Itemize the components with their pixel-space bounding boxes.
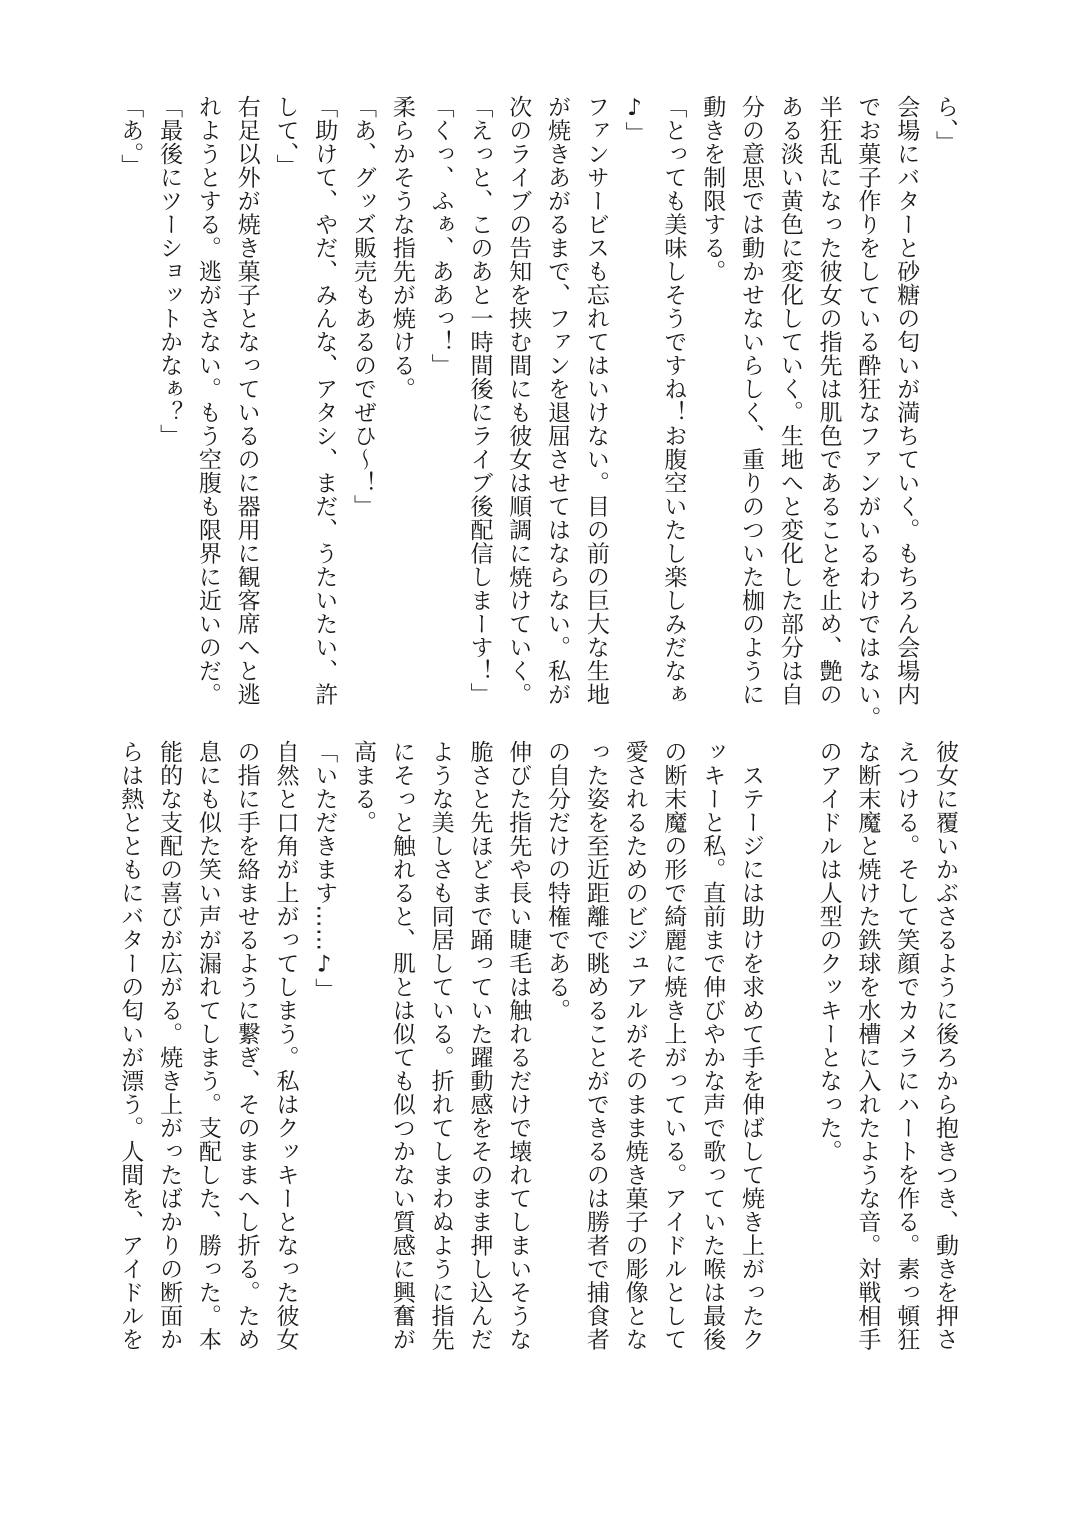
text-column: ッキーと私。直前まで伸びやかな声で歌っていた喉は最後 bbox=[699, 740, 726, 1351]
text-column: の自分だけの特権である。 bbox=[544, 740, 571, 1022]
text-column: 「くっ、ふぁ、ああっ！」 bbox=[427, 95, 454, 377]
text-column: らは熱とともにバターの匂いが漂う。人間を、アイドルを bbox=[117, 740, 144, 1351]
text-column: 「えっと、このあと一時間後にライブ後配信しまーす！」 bbox=[466, 95, 493, 706]
text-column: の断末魔の形で綺麗に焼き上がっている。アイドルとして bbox=[660, 740, 687, 1351]
text-column: 能的な支配の喜びが広がる。焼き上がったばかりの断面か bbox=[156, 740, 183, 1351]
text-column: 動きを制限する。 bbox=[699, 95, 726, 283]
text-column: った姿を至近距離で眺めることができるのは勝者で捕食者 bbox=[582, 740, 609, 1351]
text-column: 愛されるためのビジュアルがそのまま焼き菓子の彫像とな bbox=[621, 740, 648, 1351]
text-column: のアイドルは人型のクッキーとなった。 bbox=[815, 740, 842, 1163]
upper-text-section bbox=[110, 95, 964, 730]
text-column: して、」 bbox=[272, 95, 299, 178]
text-column: でお菓子作りをしている酔狂なファンがいるわけではない。 bbox=[854, 95, 881, 730]
text-column: ファンサービスも忘れてはいけない。目の前の巨大な生地 bbox=[582, 95, 609, 706]
text-column: ある淡い黄色に変化していく。生地へと変化した部分は自 bbox=[776, 95, 803, 706]
text-column: 次のライブの告知を挟む間にも彼女は順調に焼けていく。 bbox=[505, 95, 532, 706]
text-column bbox=[770, 740, 809, 1400]
text-column: 脆さと先ほどまで踊っていた躍動感をそのまま押し込んだ bbox=[466, 740, 493, 1351]
text-column: の指に手を絡ませるように繋ぎ、そのままへし折る。ため bbox=[233, 740, 260, 1351]
text-column: ステージには助けを求めて手を伸ばして焼き上がったク bbox=[738, 740, 765, 1351]
text-column: 柔らかそうな指先が焼ける。 bbox=[388, 95, 415, 401]
text-column: 右足以外が焼き菓子となっているのに器用に観客席へと逃 bbox=[233, 95, 260, 706]
text-column: 伸びた指先や長い睫毛は触れるだけで壊れてしまいそうな bbox=[505, 740, 532, 1351]
text-column: な断末魔と焼けた鉄球を水槽に入れたような音。対戦相手 bbox=[854, 740, 881, 1351]
text-column: 彼女に覆いかぶさるように後ろから抱きつき、動きを押さ bbox=[932, 740, 958, 1351]
lower-text-section bbox=[110, 740, 964, 1400]
text-column: 「最後にツーショットかなぁ？」 bbox=[156, 95, 183, 448]
text-column: 会場にバターと砂糖の匂いが満ちていく。もちろん会場内 bbox=[893, 95, 920, 706]
text-column: ♪」 bbox=[621, 95, 648, 145]
text-column: 息にも似た笑い声が漏れてしまう。支配した、勝った。本 bbox=[194, 740, 221, 1351]
text-column: 高まる。 bbox=[350, 740, 377, 834]
text-column: が焼きあがるまで、ファンを退屈させてはならない。私が bbox=[544, 95, 571, 706]
text-column: ような美しさも同居している。折れてしまわぬように指先 bbox=[427, 740, 454, 1351]
text-column: ら、」 bbox=[932, 95, 958, 154]
text-column: 「とっても美味しそうですね！お腹空いたし楽しみだなぁ bbox=[660, 95, 687, 706]
text-column: 「助けて、やだ、みんな、アタシ、まだ、うたいたい、許 bbox=[311, 95, 338, 706]
text-column: 半狂乱になった彼女の指先は肌色であることを止め、艶の bbox=[815, 95, 842, 706]
text-column: 「あ。」 bbox=[117, 95, 144, 178]
text-column: 「いただきます……♪」 bbox=[311, 740, 338, 1002]
text-column: えつける。そして笑顔でカメラにハートを作る。素っ頓狂 bbox=[893, 740, 920, 1351]
text-column: 分の意思では動かせないらしく、重りのついた枷のように bbox=[738, 95, 765, 706]
text-column: にそっと触れると、肌とは似ても似つかない質感に興奮が bbox=[388, 740, 415, 1351]
text-column: れようとする。逃がさない。もう空腹も限界に近いのだ。 bbox=[194, 95, 221, 706]
text-column: 自然と口角が上がってしまう。私はクッキーとなった彼女 bbox=[272, 740, 299, 1351]
text-column: 「あ、グッズ販売もあるのでぜひ～！」 bbox=[350, 95, 377, 518]
